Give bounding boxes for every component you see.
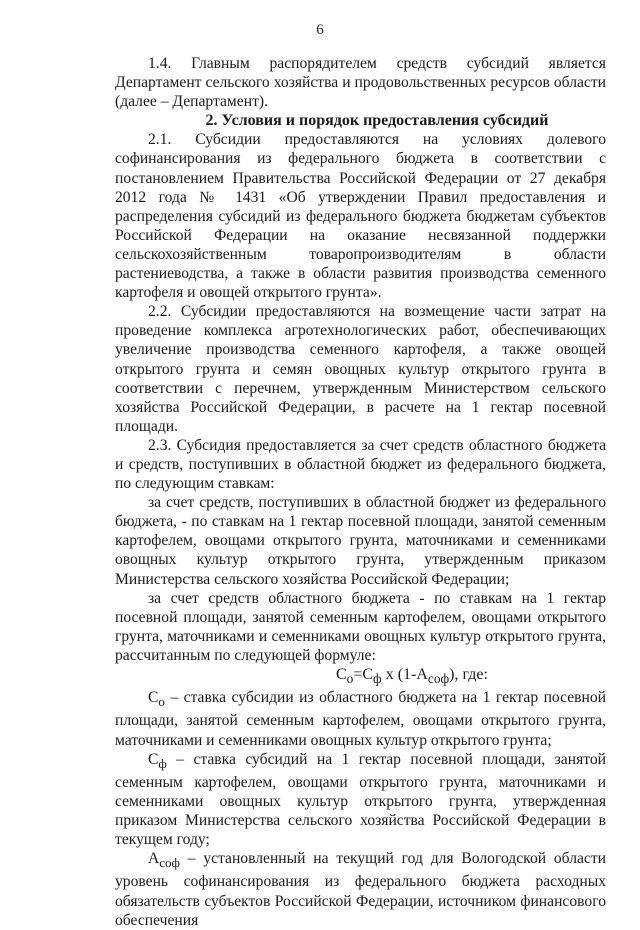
paragraph-1-4: 1.4. Главным распорядителем средств субсидий является Департамент сельского хозяйства и продовольственных ресурсов области (далее – Департамент). bbox=[115, 55, 606, 111]
definition-asof-text: – установленный на текущий год для Вологодской области уровень софинансирования из федерального бюджета расходных обязательств субъектов Российской Федерации, источником финансового обеспечения bbox=[115, 850, 606, 929]
formula-sub-sof: соф bbox=[427, 671, 450, 687]
formula-symbol-c2: С bbox=[362, 666, 374, 683]
paragraph-federal-rate: за счет средств, поступивших в областной бюджет из федерального бюджета, - по ставкам на 1 гектар посевной площади, занятой семенным картофелем, овощами открытого грунта, маточниками и семенниками овощных культур открытого грунта, утвержденным приказом Министерства сельского хозяйства Российской Федерации; bbox=[115, 494, 606, 588]
page-number: 6 bbox=[316, 22, 324, 38]
paragraph-2-3: 2.3. Субсидия предоставляется за счет средств областного бюджета и средств, поступивших в областной бюджет из федерального бюджета, по следующим ставкам: bbox=[115, 436, 606, 493]
definition-cf-sub: ф bbox=[158, 755, 167, 771]
formula-end: ), где: bbox=[449, 666, 488, 683]
formula-equals: = bbox=[353, 666, 363, 683]
paragraph-2-1: 2.1. Субсидии предоставляются на условиях долевого софинансирования из федерального бюджета в соответствии с постановлением Правительства Российской Федерации от 27 декабря 2012 года № 1431 «Об утверждении Правил предоставления и распределения субсидий из федерального бюджета бюджетам субъектов Российской Федерации на оказание несвязанной поддержки сельскохозяйственным товаропроизводителям в области растениеводства, а также в области развития производства семенного картофеля и овощей открытого грунта». bbox=[115, 131, 606, 302]
definition-asof-sub: соф bbox=[159, 855, 180, 871]
rate-formula bbox=[115, 665, 606, 688]
formula-sub-f: ф bbox=[373, 671, 382, 687]
document-body bbox=[115, 54, 606, 930]
definition-co-text: – ставка субсидии из областного бюджета на 1 гектар посевной площади, занятой семенным картофелем, овощами открытого грунта, маточниками и семенниками овощных культур открытого грунта; bbox=[115, 689, 606, 749]
formula-sub-o: о bbox=[346, 671, 354, 687]
formula-symbol-c: С bbox=[336, 666, 347, 683]
paragraph-2-2: 2.2. Субсидии предоставляются на возмещение части затрат на проведение комплекса агротехнологических работ, обеспечивающих увеличение производства семенного картофеля, а также овощей открытого грунта и семян овощных культур открытого грунта в соответствии с перечнем, утвержденным Министерством сельского хозяйства Российской Федерации, в расчете на 1 гектар посевной площади. bbox=[115, 303, 606, 435]
definition-cf-text: – ставка субсидий на 1 гектар посевной площади, занятой семенным картофелем, овощами открытого грунта, маточниками и семенниками овощных культур открытого грунта, утвержденная приказом Министерства сельского хозяйства Российской Федерации в текущем году; bbox=[115, 750, 606, 849]
section-heading: 2. Условия и порядок предоставления субсидий bbox=[205, 112, 549, 130]
definition-co bbox=[115, 688, 606, 749]
definition-cf-symbol: С bbox=[148, 750, 159, 768]
definition-co-sub: о bbox=[158, 694, 165, 710]
formula-times: х (1-А bbox=[381, 666, 428, 683]
definition-cf bbox=[115, 750, 606, 850]
definition-co-symbol: С bbox=[148, 689, 159, 707]
definition-asof bbox=[115, 849, 606, 929]
definition-asof-symbol: А bbox=[148, 850, 160, 868]
paragraph-regional-rate: за счет средств областного бюджета - по ставкам на 1 гектар посевной площади, занятой семенным картофелем, овощами открытого грунта, маточниками и семенниками овощных культур открытого грунта, рассчитанным по следующей формуле: bbox=[115, 589, 606, 664]
